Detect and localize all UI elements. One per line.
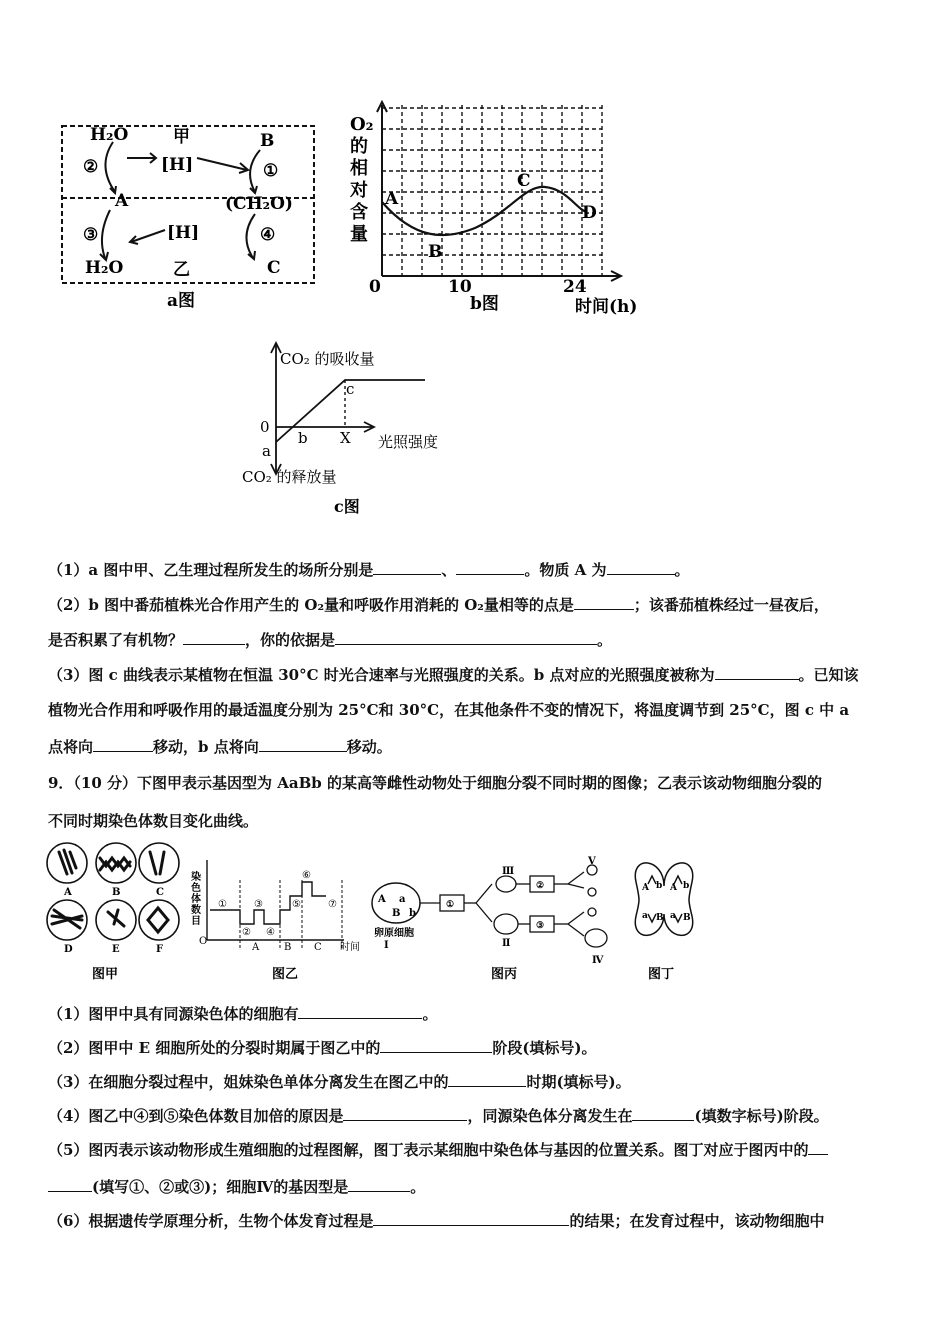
q8-text: 。已知该 — [798, 666, 859, 684]
yi-phase-b: B — [284, 942, 292, 953]
b-ylabel-char-2: 相 — [350, 158, 368, 179]
c-a: a — [262, 442, 271, 460]
b-pt-c: C — [517, 171, 531, 191]
answer-blank[interactable] — [373, 1211, 569, 1226]
a-a: A — [115, 191, 129, 211]
q8-line-5 — [48, 693, 910, 728]
bing-cell-label: 卵原细胞 — [374, 928, 414, 939]
q9-text: 的结果；在发育过程中，该动物细胞中 — [569, 1212, 825, 1230]
q9-sub-4 — [48, 1099, 910, 1134]
figure-b — [345, 100, 655, 320]
q9-text: 阶段(填标号)。 — [492, 1039, 597, 1057]
ding-gene-5: a — [642, 911, 648, 921]
q8-line-3 — [48, 623, 910, 658]
bing-num-3: ③ — [536, 921, 545, 931]
yi-ylabel-char-4: 目 — [191, 916, 201, 927]
q9-text: （3）在细胞分裂过程中，姐妹染色单体分离发生在图乙中的 — [48, 1073, 449, 1091]
jia-cell-c — [139, 843, 179, 883]
a-jia: 甲 — [173, 127, 190, 147]
jia-label-d: D — [64, 944, 73, 955]
yi-caption: 图乙 — [272, 967, 299, 982]
q9-text: (填数字标号)阶段。 — [694, 1107, 829, 1125]
jia-caption: 图甲 — [92, 967, 119, 982]
answer-blank[interactable] — [448, 1072, 526, 1087]
answer-blank[interactable] — [48, 1177, 92, 1192]
ding-caption: 图丁 — [648, 967, 675, 982]
jia-label-b: B — [112, 887, 121, 898]
q9-text: （1）图甲中具有同源染色体的细胞有 — [48, 1005, 299, 1023]
q8-text: 是否积累了有机物？ — [48, 631, 184, 649]
q8-text: 移动，b 点将向 — [153, 738, 259, 756]
q8-text: 点将向 — [48, 738, 94, 756]
c-x: X — [340, 429, 351, 447]
c-zero: 0 — [260, 418, 270, 436]
a-ch2o: (CH₂O) — [225, 194, 293, 214]
a-hj: [H] — [161, 155, 194, 175]
q8-text: 。 — [597, 631, 613, 649]
q9-sub-1 — [48, 997, 910, 1032]
q8-line-2 — [48, 588, 910, 623]
ding-gene-6: a — [670, 911, 676, 921]
c-caption: c图 — [334, 497, 360, 516]
answer-blank[interactable] — [632, 1106, 694, 1121]
jia-label-e: E — [112, 944, 120, 955]
ding-gene-7: B — [656, 913, 664, 923]
yi-ylabel-char-2: 体 — [191, 894, 201, 905]
q8-text: 。 — [674, 561, 690, 579]
q9-line-2: 不同时期染色体数目变化曲线。 — [48, 812, 259, 830]
bing-gene-1: A — [378, 894, 386, 905]
a-hy: [H] — [167, 223, 200, 243]
b-xlabel: 时间(h) — [575, 297, 638, 317]
answer-blank[interactable] — [335, 630, 597, 645]
c-c: c — [346, 380, 355, 398]
figure-a — [55, 118, 320, 318]
yi-ylabel-char-1: 色 — [191, 883, 201, 894]
q9-text: 时期(填标号)。 — [526, 1073, 631, 1091]
bing-iii: Ⅲ — [502, 866, 515, 877]
q9-text: ，同源染色体分离发生在 — [467, 1107, 633, 1125]
answer-blank[interactable] — [343, 1106, 467, 1121]
q9-text: （6）根据遗传学原理分析，生物个体发育过程是 — [48, 1212, 374, 1230]
q8-text: （3）图 c 曲线表示某植物在恒温 30°C 时光合速率与光照强度的关系。b 点对应的光照强度被称为 — [48, 666, 715, 684]
q9-text: (填写①、②或③)；细胞Ⅳ的基因型是 — [92, 1178, 349, 1196]
q8-text: （2）b 图中番茄植株光合作用产生的 O₂量和呼吸作用消耗的 O₂量相等的点是 — [48, 596, 574, 614]
jia-cell-f — [139, 900, 179, 940]
answer-blank[interactable] — [380, 1038, 492, 1053]
a-yi: 乙 — [173, 260, 190, 280]
ding-gene-8: B — [683, 913, 691, 923]
answer-blank[interactable] — [373, 560, 441, 575]
b-pt-b: B — [428, 242, 443, 262]
bing-v: Ⅴ — [588, 856, 596, 867]
a-h2o-bottom: H₂O — [85, 258, 124, 278]
q8-text: 、 — [441, 561, 457, 579]
yi-ylabel-char-3: 数 — [191, 905, 201, 916]
bing-gene-2: a — [399, 894, 406, 905]
a-caption: a图 — [167, 291, 196, 311]
a-n1: ① — [263, 161, 279, 181]
a-h2o-top: H₂O — [90, 125, 129, 145]
yi-num-4: ④ — [266, 927, 275, 938]
bing-cell-iii — [496, 876, 516, 892]
ding-gene-3: b — [656, 881, 663, 891]
answer-blank[interactable] — [183, 630, 245, 645]
q8-text: ；该番茄植株经过一昼夜后， — [633, 596, 829, 614]
a-n2: ② — [83, 157, 99, 177]
jia-label-a: A — [64, 887, 72, 898]
jia-label-f: F — [156, 944, 164, 955]
c-xlabel: 光照强度 — [378, 433, 439, 451]
b-x0: 0 — [369, 277, 381, 297]
a-n3: ③ — [83, 225, 99, 245]
a-n4: ④ — [260, 225, 276, 245]
ding-gene-1: A — [642, 883, 649, 893]
answer-blank[interactable] — [93, 737, 153, 752]
b-caption: b图 — [470, 294, 499, 314]
figure-c — [240, 340, 470, 520]
q8-line-1 — [48, 553, 910, 588]
a-c: C — [267, 258, 281, 278]
q9-sub-3 — [48, 1065, 910, 1100]
yi-num-6: ⑥ — [302, 870, 311, 881]
q8-text: 植物光合作用和呼吸作用的最适温度分别为 25°C和 30°C，在其他条件不变的情况下，将温度调节到 25°C，图 c 中 a — [48, 701, 850, 719]
yi-time: 时间 — [340, 942, 360, 953]
yi-num-5: ⑤ — [292, 899, 301, 910]
q9-line-1: 9．（10 分）下图甲表示基因型为 AaBb 的某高等雌性动物处于细胞分裂不同时期的图像；乙表示该动物细胞分裂的 — [48, 774, 823, 792]
figure-group-2 — [44, 840, 704, 990]
b-ylabel-char-3: 对 — [350, 180, 368, 201]
q9-sub-5-cont — [48, 1170, 910, 1205]
ding-gene-4: b — [683, 881, 690, 891]
c-top: CO₂ 的吸收量 — [280, 350, 375, 368]
yi-num-7: ⑦ — [328, 899, 337, 910]
b-grid — [382, 105, 602, 276]
q9-sub-2 — [48, 1031, 910, 1066]
yi-phase-c: C — [314, 942, 322, 953]
bing-ii: Ⅱ — [502, 938, 511, 949]
b-curve — [382, 187, 587, 235]
answer-blank[interactable] — [298, 1004, 422, 1019]
q9-sub-6 — [48, 1204, 910, 1239]
q9-text: （5）图丙表示该动物形成生殖细胞的过程图解，图丁表示某细胞中染色体与基因的位置关系。图丁对应于图丙中的 — [48, 1141, 809, 1159]
q8-text: ，你的依据是 — [245, 631, 336, 649]
yi-curve — [210, 882, 326, 924]
q9-text: 。 — [410, 1178, 426, 1196]
q9-text: 。 — [422, 1005, 438, 1023]
jia-label-c: C — [156, 887, 164, 898]
q8-line-4 — [48, 658, 910, 693]
c-bottom: CO₂ 的释放量 — [242, 468, 337, 486]
c-b: b — [298, 429, 308, 447]
answer-blank[interactable] — [808, 1140, 828, 1155]
b-x10: 10 — [448, 277, 472, 297]
bing-gene-3: B — [392, 908, 401, 919]
b-ylabel-char-1: 的 — [350, 136, 368, 157]
answer-blank[interactable] — [259, 737, 347, 752]
q9-text: （2）图甲中 E 细胞所处的分裂时期属于图乙中的 — [48, 1039, 381, 1057]
ding-cell — [635, 863, 692, 935]
b-ylabel-char-5: 量 — [350, 224, 368, 245]
bing-iv: Ⅳ — [592, 955, 604, 966]
bing-cell-ii — [494, 914, 518, 934]
bing-gene-4: b — [409, 908, 416, 919]
q9-sub-5 — [48, 1133, 910, 1168]
q8-line-6 — [48, 730, 910, 765]
yi-num-1: ① — [218, 899, 227, 910]
yi-phase-a: A — [252, 942, 260, 953]
answer-blank[interactable] — [715, 665, 799, 680]
b-ylabel-char-0: O₂ — [350, 114, 374, 135]
a-b: B — [260, 131, 275, 151]
q9-text: （4）图乙中④到⑤染色体数目加倍的原因是 — [48, 1107, 344, 1125]
b-x24: 24 — [563, 277, 587, 297]
bing-caption: 图丙 — [491, 967, 518, 982]
answer-blank[interactable] — [456, 560, 524, 575]
answer-blank[interactable] — [348, 1177, 410, 1192]
q8-text: （1）a 图中甲、乙生理过程所发生的场所分别是 — [48, 561, 374, 579]
bing-i: Ⅰ — [384, 940, 389, 951]
yi-origin: O — [199, 936, 208, 947]
answer-blank[interactable] — [574, 595, 634, 610]
answer-blank[interactable] — [607, 560, 675, 575]
yi-num-3: ③ — [254, 899, 263, 910]
b-pt-a: A — [385, 189, 399, 209]
yi-ylabel-char-0: 染 — [191, 872, 201, 883]
q8-text: 。物质 A 为 — [524, 561, 607, 579]
b-ylabel-char-4: 含 — [350, 202, 368, 223]
b-pt-d: D — [582, 203, 597, 223]
bing-num-2: ② — [536, 881, 545, 891]
ding-gene-2: A — [670, 883, 677, 893]
yi-num-2: ② — [242, 927, 251, 938]
q8-text: 移动。 — [346, 738, 392, 756]
bing-num-1: ① — [446, 900, 455, 910]
